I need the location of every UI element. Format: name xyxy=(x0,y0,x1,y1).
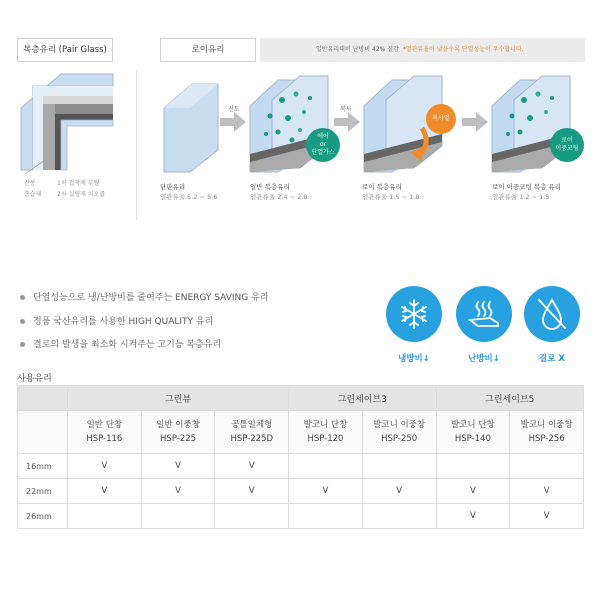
model-header: 공틀일체형 HSP-225D xyxy=(215,411,289,454)
stage-value: 열관류율 5.2 ~ 5.6 xyxy=(160,193,218,201)
table-row xyxy=(18,504,584,529)
table-cell xyxy=(362,504,436,529)
arrow-icon xyxy=(462,112,488,136)
table-cell: V xyxy=(215,454,289,479)
pair-glass-section-diagram xyxy=(17,70,117,182)
group-header-greensave5: 그린세이브5 xyxy=(436,386,583,411)
table-cell: V xyxy=(362,479,436,504)
table-group-header xyxy=(18,386,584,411)
stage-title: 로이 이중코팅 복층 유리 xyxy=(492,183,561,191)
model-header: 일반 이중창 HSP-225 xyxy=(141,411,215,454)
model-header: 발코니 이중창 HSP-256 xyxy=(510,411,584,454)
table-cell: V xyxy=(436,479,510,504)
table-row xyxy=(18,454,584,479)
table-cell xyxy=(362,454,436,479)
stage-title: 로이 복층유리 xyxy=(362,183,402,191)
table-cell xyxy=(289,504,363,529)
table-row xyxy=(18,479,584,504)
low-e-coating-bubble xyxy=(550,128,584,162)
low-e-coating-text: 로이 이중코팅 xyxy=(555,137,579,152)
radiant-heat-text: 복사열 xyxy=(432,115,450,122)
pair-glass-tag: 복층유리 (Pair Glass) xyxy=(17,38,113,62)
savings-note-main: 일반유리대비 난방비 42% 절감 xyxy=(316,46,399,53)
row-header: 16mm xyxy=(18,454,68,479)
heating-cost-label: 난방비↓ xyxy=(468,354,500,364)
table-cell xyxy=(436,454,510,479)
savings-note xyxy=(260,38,585,62)
stage-caption-low-e xyxy=(362,182,419,202)
empty-header-cell xyxy=(18,386,68,411)
stage-value: 열관류율 1.5 ~ 1.8 xyxy=(362,193,420,201)
table-cell: V xyxy=(215,479,289,504)
table-cell: V xyxy=(510,504,584,529)
table-cell: V xyxy=(141,479,215,504)
low-e-glass-tag: 로이유리 xyxy=(160,38,256,62)
thiokol-note: 2차 실링제 치오콜 xyxy=(57,191,106,198)
bullet-icon xyxy=(20,342,25,347)
row-header: 22mm xyxy=(18,479,68,504)
model-header: 발코니 단창 HSP-140 xyxy=(436,411,510,454)
savings-note-highlight: *열관류율이 낮을수록 단열성능이 우수합니다. xyxy=(402,46,524,53)
low-e-double-coating-illustration xyxy=(490,74,574,178)
model-header: 일반 단창 HSP-116 xyxy=(68,411,142,454)
butyl-note: 1차 접착제 부틸 xyxy=(57,180,100,187)
bullet-icon xyxy=(20,319,25,324)
table-cell xyxy=(215,504,289,529)
feature-item xyxy=(20,314,213,327)
snowflake-icon xyxy=(386,286,442,342)
table-cell: V xyxy=(68,479,142,504)
desiccant-label: 흡습제 xyxy=(24,191,42,198)
pair-glass-side-notes xyxy=(57,178,105,200)
stage-caption-pair xyxy=(250,182,307,202)
single-glass-illustration xyxy=(160,80,222,178)
feature-item xyxy=(20,290,269,303)
feature-text: 단열성능으로 냉/난방비를 줄여주는 ENERGY SAVING 유리 xyxy=(33,293,269,303)
table-cell: V xyxy=(510,479,584,504)
empty-header-cell xyxy=(18,411,68,454)
radiation-label: 복사 xyxy=(340,106,352,113)
air-gas-text: 에어 or 단열가스 xyxy=(311,133,335,156)
section-title: 사용유리 xyxy=(17,374,52,384)
pair-glass-illustration xyxy=(248,74,335,178)
feature-text: 결로의 발생을 최소화 시켜주는 고기능 복층유리 xyxy=(33,340,222,350)
spacer-label: 간봉 xyxy=(24,180,36,187)
no-condensation-icon xyxy=(524,286,580,342)
table-cell: V xyxy=(436,504,510,529)
table-cell: V xyxy=(141,454,215,479)
radiant-heat-bubble xyxy=(426,104,456,134)
conduction-label: 전도 xyxy=(228,106,240,113)
arrow-icon xyxy=(220,112,246,136)
stage-value: 열관류율 1.2 ~ 1.5 xyxy=(492,193,550,201)
table-cell xyxy=(141,504,215,529)
row-header: 26mm xyxy=(18,504,68,529)
pair-glass-side-labels xyxy=(24,178,41,200)
condensation-label: 결로 X xyxy=(539,354,565,364)
table-cell xyxy=(510,454,584,479)
group-header-greensave3: 그린세이브3 xyxy=(289,386,436,411)
model-header: 발코니 단창 HSP-120 xyxy=(289,411,363,454)
stage-title: 일반 복층유리 xyxy=(250,183,290,191)
feature-text: 정품 국산유리를 사용한 HIGH QUALITY 유리 xyxy=(33,317,214,327)
glass-spec-table xyxy=(17,385,584,529)
cooling-cost-label: 냉방비↓ xyxy=(398,354,430,364)
section-divider xyxy=(136,70,137,220)
heat-icon xyxy=(456,286,512,342)
table-cell xyxy=(68,504,142,529)
group-header-greenview: 그린뷰 xyxy=(68,386,289,411)
table-cell: V xyxy=(68,454,142,479)
table-model-header xyxy=(18,411,584,454)
stage-caption-low-e-double xyxy=(492,182,561,202)
bullet-icon xyxy=(20,295,25,300)
stage-value: 열관류율 2.4 ~ 2.8 xyxy=(250,193,308,201)
model-header: 발코니 이중창 HSP-250 xyxy=(362,411,436,454)
stage-title: 단판유리 xyxy=(160,183,186,191)
table-cell xyxy=(289,454,363,479)
feature-item xyxy=(20,337,221,350)
arrow-icon xyxy=(334,112,360,136)
table-cell: V xyxy=(289,479,363,504)
stage-caption-single xyxy=(160,182,217,202)
